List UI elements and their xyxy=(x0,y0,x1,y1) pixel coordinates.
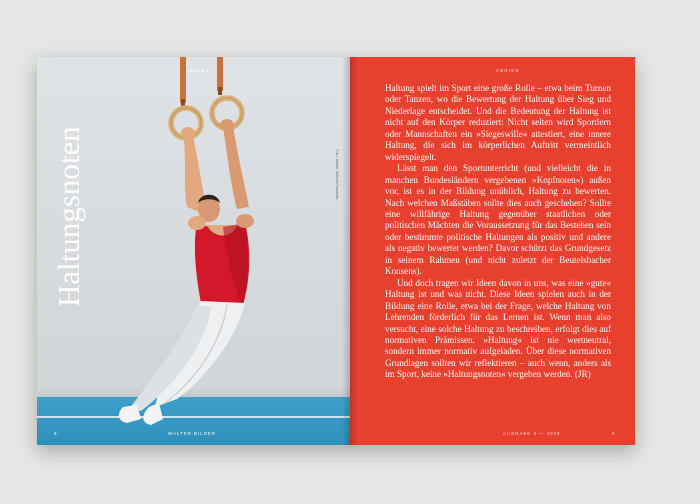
ring-strap-left xyxy=(180,57,186,103)
photo-credit: Foto: Walter Dietrich/Haraldfix xyxy=(335,149,339,200)
ring-strap-right xyxy=(217,57,223,91)
paragraph: Und doch tragen wir Ideen davon in uns, was eine »gute« Haltung ist und was nicht. Diese Ideen spielen auch in der Bildung eine Rolle, etwa bei der Frage, welche Haltung von Lehrenden förderlich für das Lernen ist. Wenn man also versucht, eine solche Haltung zu beschreiben, erfolgt dies auf normativen Prämissen. »Haltung« ist nie wertneutral, sondern immer normativ aufgeladen. Über diese normativen Grundlagen sollten wir reflektieren – auch wenn, anders als im Sport, keine »Haltungsnoten« vergeben werden. (JR) xyxy=(385,277,611,380)
page-number-left: 8 xyxy=(54,431,58,436)
gymnast-foot-left xyxy=(119,405,141,423)
section-kicker-right: ABRIEB xyxy=(496,68,520,73)
page-title: Haltungsnoten xyxy=(51,126,86,307)
page-number-right: 9 xyxy=(612,431,616,436)
paragraph: Haltung spielt im Sport eine große Rolle – etwa beim Turnen oder Tanzen, wo die Bewertung der Haltung über Sieg und Niederlage entscheidet. Und die Bedeutung der Haltung ist nicht auf den Körper reduziert: Nicht selten wird Sportlern oder Mannschaften ein »Siegeswille« attestiert, eine innere Haltung, die sich im körperlichen Auftritt vermeintlich widerspiegelt. xyxy=(385,83,611,162)
paragraph: Lässt man den Sportunterricht (und vielleicht die in manchen Bundesländern vergebenen »Kopfnoten«) außen vor, ist es in der Bildung unüblich, Haltung zu bewerten. Nach welchen Maßstäben sollte dies auch geschehen? Sollte eine willfährige Haltung gegenüber staatlichen oder politischen Mächten die Voraussetzung für das Bestehen sein oder bestimmte politische Haltungen als positiv und andere als negativ bewertet werden? Davor schützt das Grundgesetz in seinem Rahmen (und nicht zuletzt der Beutelsbacher Konsens). xyxy=(385,163,611,277)
right-page xyxy=(350,57,635,445)
left-page xyxy=(37,57,350,445)
issue-label: AUSGABE 3 — 2020 xyxy=(503,431,561,436)
article-body xyxy=(385,83,611,381)
magazine-spread xyxy=(37,57,635,445)
section-kicker: ABRIEB xyxy=(186,68,210,73)
gymnast-arm-right xyxy=(223,125,249,209)
footer-label-left: WALTER BILDER xyxy=(168,431,216,436)
